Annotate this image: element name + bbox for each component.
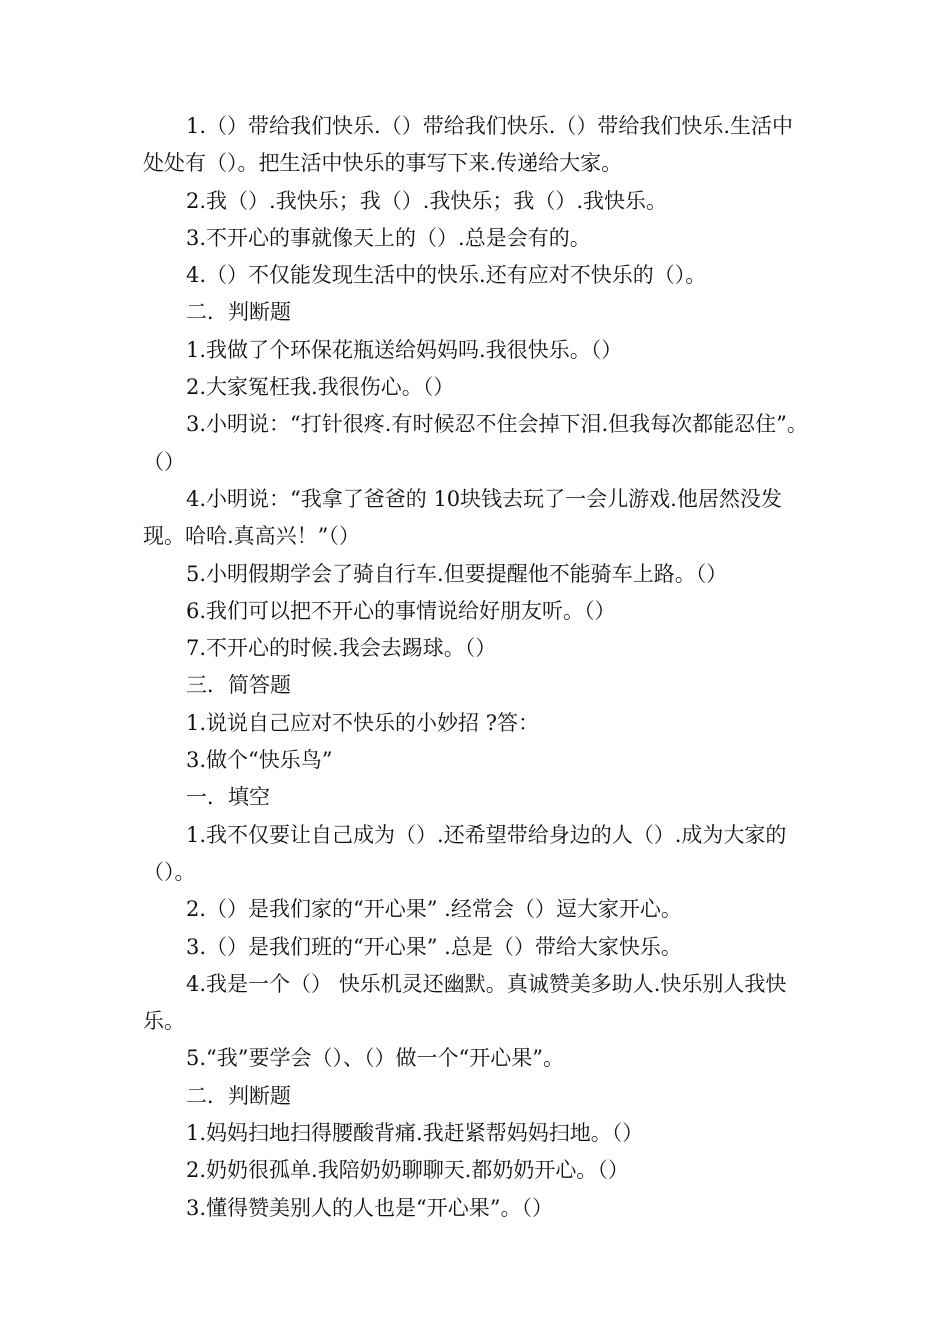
lesson-title: 3.做个“快乐鸟” — [186, 748, 333, 773]
document-body — [143, 108, 811, 1227]
judgment-item-3: 3.小明说：“打针很疼.有时候忍不住会掉下泪.但我每次都能忍住”。（） — [143, 412, 808, 474]
judgment-item-7: 7.不开心的时候.我会去踢球。（） — [186, 636, 497, 661]
judgment-item-1: 1.我做了个环保花瓶送给妈妈吗.我很快乐。（） — [186, 337, 623, 362]
section-heading-fill-blank: 一．填空 — [186, 785, 270, 810]
judgment-item-6: 6.我们可以把不开心的事情说给好朋友听。（） — [186, 598, 616, 623]
fill-blank-item-3b: 3.（）是我们班的“开心果” .总是（）带给大家快乐。 — [186, 934, 682, 959]
fill-blank-item-4: 4.（）不仅能发现生活中的快乐.还有应对不快乐的（）。 — [186, 263, 707, 288]
section-heading-judgment: 二．判断题 — [186, 300, 291, 325]
section-heading-judgment-2: 二．判断题 — [186, 1083, 291, 1108]
fill-blank-item-1: 1.（）带给我们快乐.（）带给我们快乐.（）带给我们快乐.生活中处处有（）。把生活中快乐的事写下来.传递给大家。 — [143, 114, 794, 176]
fill-blank-item-5b: 5.“我”要学会（）、（）做一个“开心果”。 — [186, 1046, 564, 1071]
judgment-item-4: 4.小明说：“我拿了爸爸的 10块钱去玩了一会儿游戏.他居然没发现。哈哈.真高兴！”（） — [143, 486, 782, 549]
fill-blank-item-3: 3.不开心的事就像天上的（）.总是会有的。 — [186, 225, 591, 250]
fill-blank-item-2b: 2.（）是我们家的“开心果” .经常会（）逗大家开心。 — [186, 897, 682, 922]
short-answer-item-1: 1.说说自己应对不快乐的小妙招 ?答： — [186, 710, 539, 735]
judgment-item-1b: 1.妈妈扫地扫得腰酸背痛.我赶紧帮妈妈扫地。（） — [186, 1121, 644, 1146]
fill-blank-item-2: 2.我（）.我快乐；我（）.我快乐；我（）.我快乐。 — [186, 188, 668, 213]
judgment-item-2b: 2.奶奶很孤单.我陪奶奶聊聊天.都奶奶开心。（） — [186, 1158, 629, 1183]
judgment-item-3b: 3.懂得赞美别人的人也是“开心果”。（） — [186, 1195, 554, 1220]
judgment-item-2: 2.大家冤枉我.我很伤心。（） — [186, 375, 455, 400]
fill-blank-item-1b: 1.我不仅要让自己成为（）.还希望带给身边的人（）.成为大家的（）。 — [143, 822, 787, 884]
section-heading-short-answer: 三．简答题 — [186, 673, 291, 698]
judgment-item-5: 5.小明假期学会了骑自行车.但要提醒他不能骑车上路。（） — [186, 561, 728, 586]
fill-blank-item-4b: 4.我是一个（） 快乐机灵还幽默。真诚赞美多助人.快乐别人我快乐。 — [143, 971, 787, 1034]
